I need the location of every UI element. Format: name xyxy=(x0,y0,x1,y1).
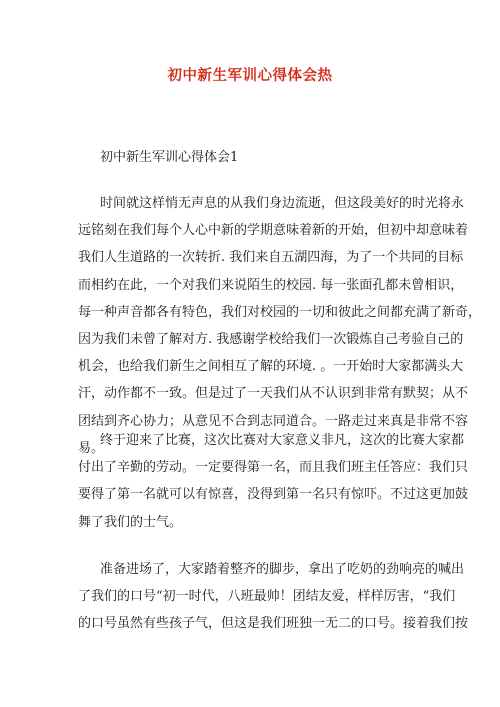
paragraph-line: 的口号虽然有些孩子气，但这是我们班独一无二的口号。接着我们按 xyxy=(78,616,469,632)
paragraph-2 xyxy=(78,427,469,536)
paragraph-line: 终于迎来了比赛，这次比赛对大家意义非凡，这次的比赛大家都 xyxy=(100,433,465,448)
paragraph-line: 舞了我们的士气。 xyxy=(78,514,183,530)
paragraph-1 xyxy=(78,190,482,462)
paragraph-line: 因为我们未曾了解对方. 我感谢学校给我们一次锻炼自己考验自己的 xyxy=(78,331,464,347)
paragraph-line: 机会，也给我们新生之间相互了解的环境. 。一开始时大家都满头大 xyxy=(78,359,464,375)
paragraph-line: 要得了第一名就可以有惊喜，没得到第一名只有惊吓。不过这更加鼓 xyxy=(78,487,469,503)
paragraph-line: 汗，动作都不一致。但是过了一天我们从不认识到非常有默契；从不 xyxy=(78,386,469,402)
section-heading: 初中新生军训心得体会1 xyxy=(100,150,239,165)
paragraph-3 xyxy=(78,556,469,638)
paragraph-line: 而相约在此，一个对我们来说陌生的校园. 每一张面孔都未曾相识， xyxy=(78,277,464,293)
paragraph-line: 易。 xyxy=(78,440,105,456)
document-title: 初中新生军训心得体会热 xyxy=(167,67,333,84)
paragraph-line: 团结到齐心协力；从意见不合到志同道合。一路走过来真是非常不容 xyxy=(78,413,469,429)
paragraph-line: 每一种声音都各有特色，我们对校园的一切和彼此之间都充满了新奇， xyxy=(78,304,482,320)
paragraph-line: 了我们的口号“初一时代，八班最帅！团结友爱，样样厉害，“我们 xyxy=(78,589,456,605)
paragraph-line: 准备进场了，大家踏着整齐的脚步，拿出了吃奶的劲响亮的喊出 xyxy=(100,562,465,577)
paragraph-line: 付出了辛勤的劳动。一定要得第一名，而且我们班主任答应：我们只 xyxy=(78,460,469,476)
paragraph-line: 时间就这样悄无声息的从我们身边流逝，但这段美好的时光将永 xyxy=(100,196,465,211)
paragraph-line: 远铭刻在我们每个人心中新的学期意味着新的开始，但初中却意味着 xyxy=(78,223,469,239)
paragraph-line: 我们人生道路的一次转折. 我们来自五湖四海，为了一个共同的目标 xyxy=(78,250,464,266)
